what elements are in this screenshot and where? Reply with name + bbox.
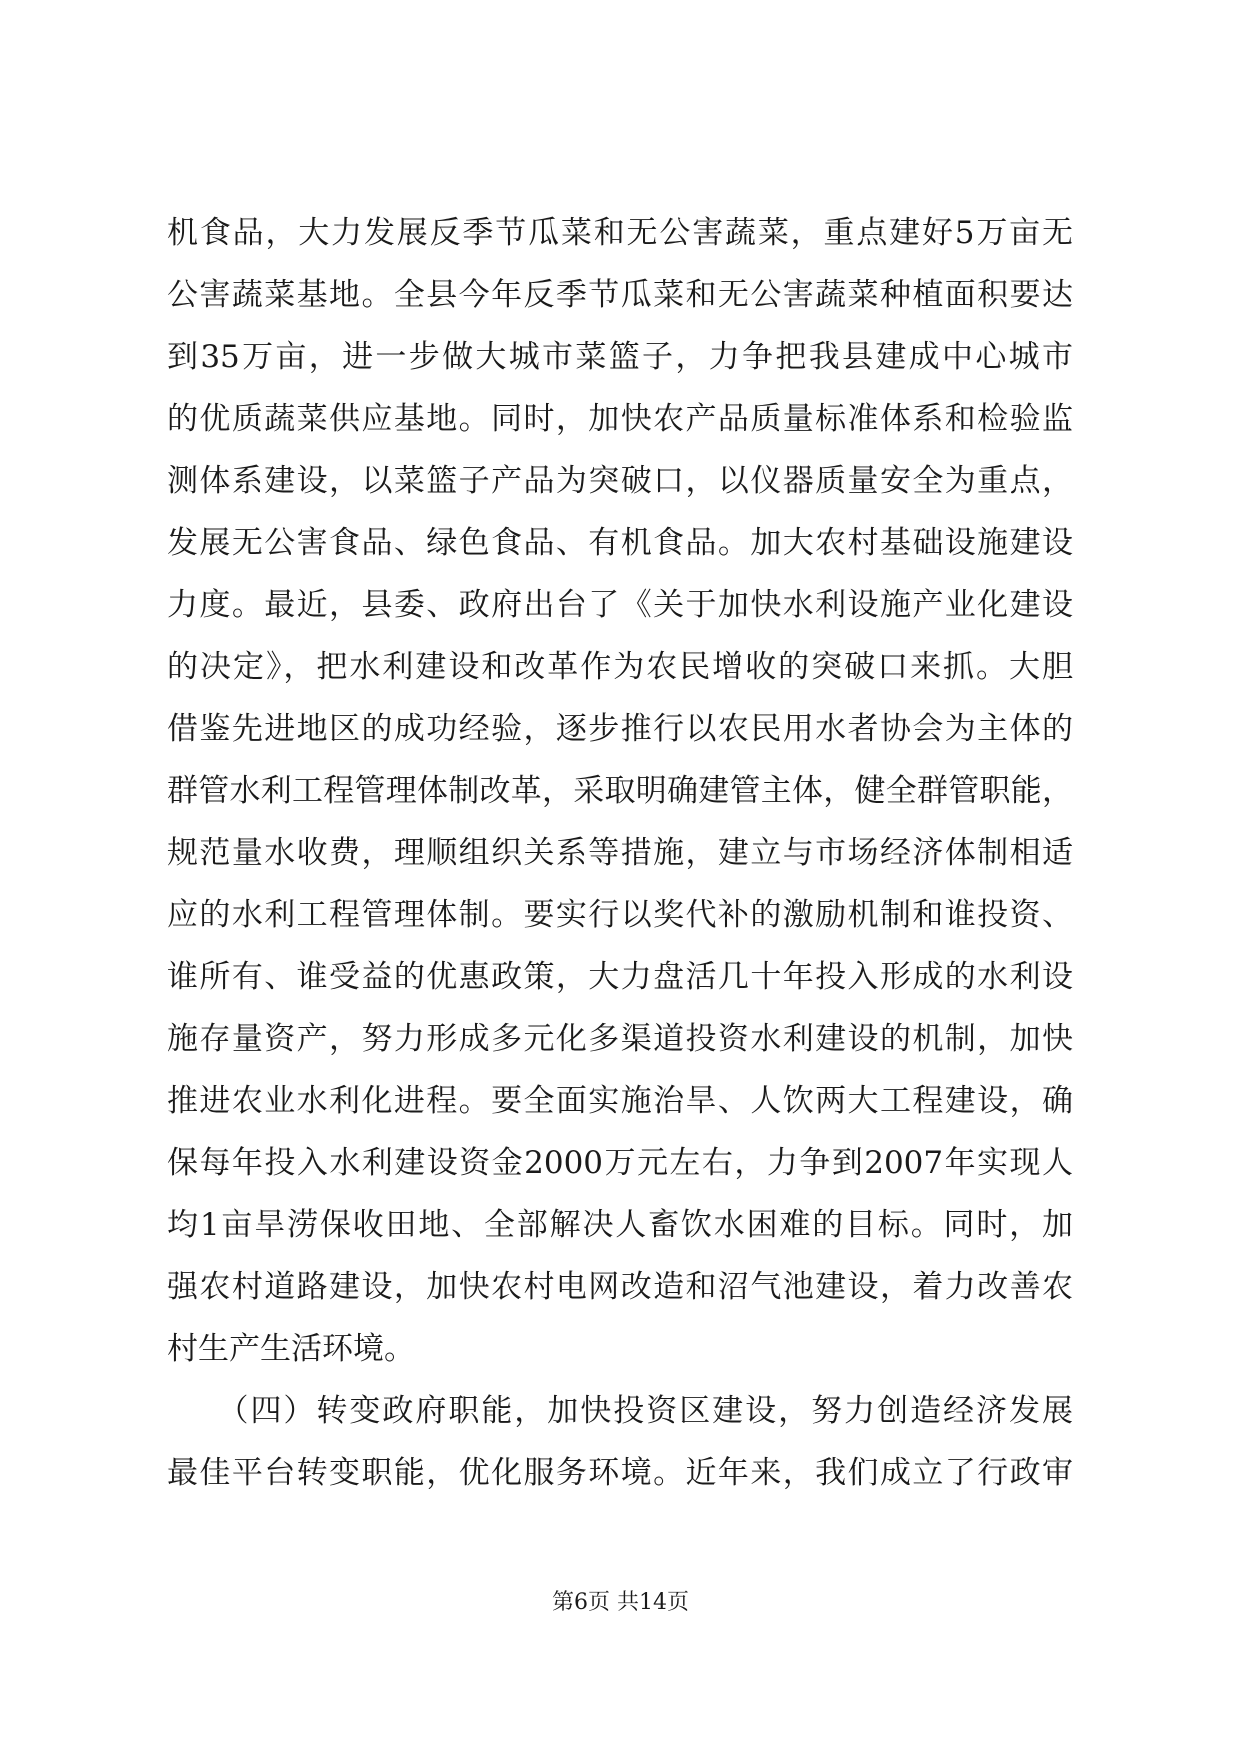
text-line: 均1亩旱涝保收田地、全部解决人畜饮水困难的目标。同时，加: [167, 1207, 1073, 1243]
text-line: 规范量水收费，理顺组织关系等措施，建立与市场经济体制相适: [167, 835, 1073, 871]
text-line: 强农村道路建设，加快农村电网改造和沼气池建设，着力改善农: [167, 1269, 1073, 1305]
text-line: 应的水利工程管理体制。要实行以奖代补的激励机制和谁投资、: [167, 897, 1073, 933]
text-line: 力度。最近，县委、政府出台了《关于加快水利设施产业化建设: [167, 587, 1073, 623]
text-line: 最佳平台转变职能，优化服务环境。近年来，我们成立了行政审: [167, 1455, 1073, 1491]
page-number-footer: 第6页 共14页: [552, 1590, 689, 1615]
body-text: [167, 202, 1073, 1504]
text-line: 发展无公害食品、绿色食品、有机食品。加大农村基础设施建设: [167, 525, 1073, 561]
text-line: 借鉴先进地区的成功经验，逐步推行以农民用水者协会为主体的: [167, 711, 1073, 747]
text-line: 的决定》，把水利建设和改革作为农民增收的突破口来抓。大胆: [167, 649, 1073, 685]
text-line: 谁所有、谁受益的优惠政策，大力盘活几十年投入形成的水利设: [167, 959, 1073, 995]
text-line: 群管水利工程管理体制改革，采取明确建管主体，健全群管职能，: [167, 773, 1073, 809]
text-line: 到35万亩，进一步做大城市菜篮子，力争把我县建成中心城市: [167, 339, 1073, 375]
text-line: （四）转变政府职能，加快投资区建设，努力创造经济发展: [167, 1393, 1073, 1429]
text-line: 测体系建设，以菜篮子产品为突破口，以仪器质量安全为重点，: [167, 463, 1073, 499]
text-line: 村生产生活环境。: [167, 1331, 415, 1367]
text-line: 公害蔬菜基地。全县今年反季节瓜菜和无公害蔬菜种植面积要达: [167, 277, 1073, 313]
text-line: 施存量资产，努力形成多元化多渠道投资水利建设的机制，加快: [167, 1021, 1073, 1057]
text-line: 的优质蔬菜供应基地。同时，加快农产品质量标准体系和检验监: [167, 401, 1073, 437]
text-line: 机食品，大力发展反季节瓜菜和无公害蔬菜，重点建好5万亩无: [167, 215, 1073, 251]
text-line: 推进农业水利化进程。要全面实施治旱、人饮两大工程建设，确: [167, 1083, 1073, 1119]
text-line: 保每年投入水利建设资金2000万元左右，力争到2007年实现人: [167, 1145, 1073, 1181]
